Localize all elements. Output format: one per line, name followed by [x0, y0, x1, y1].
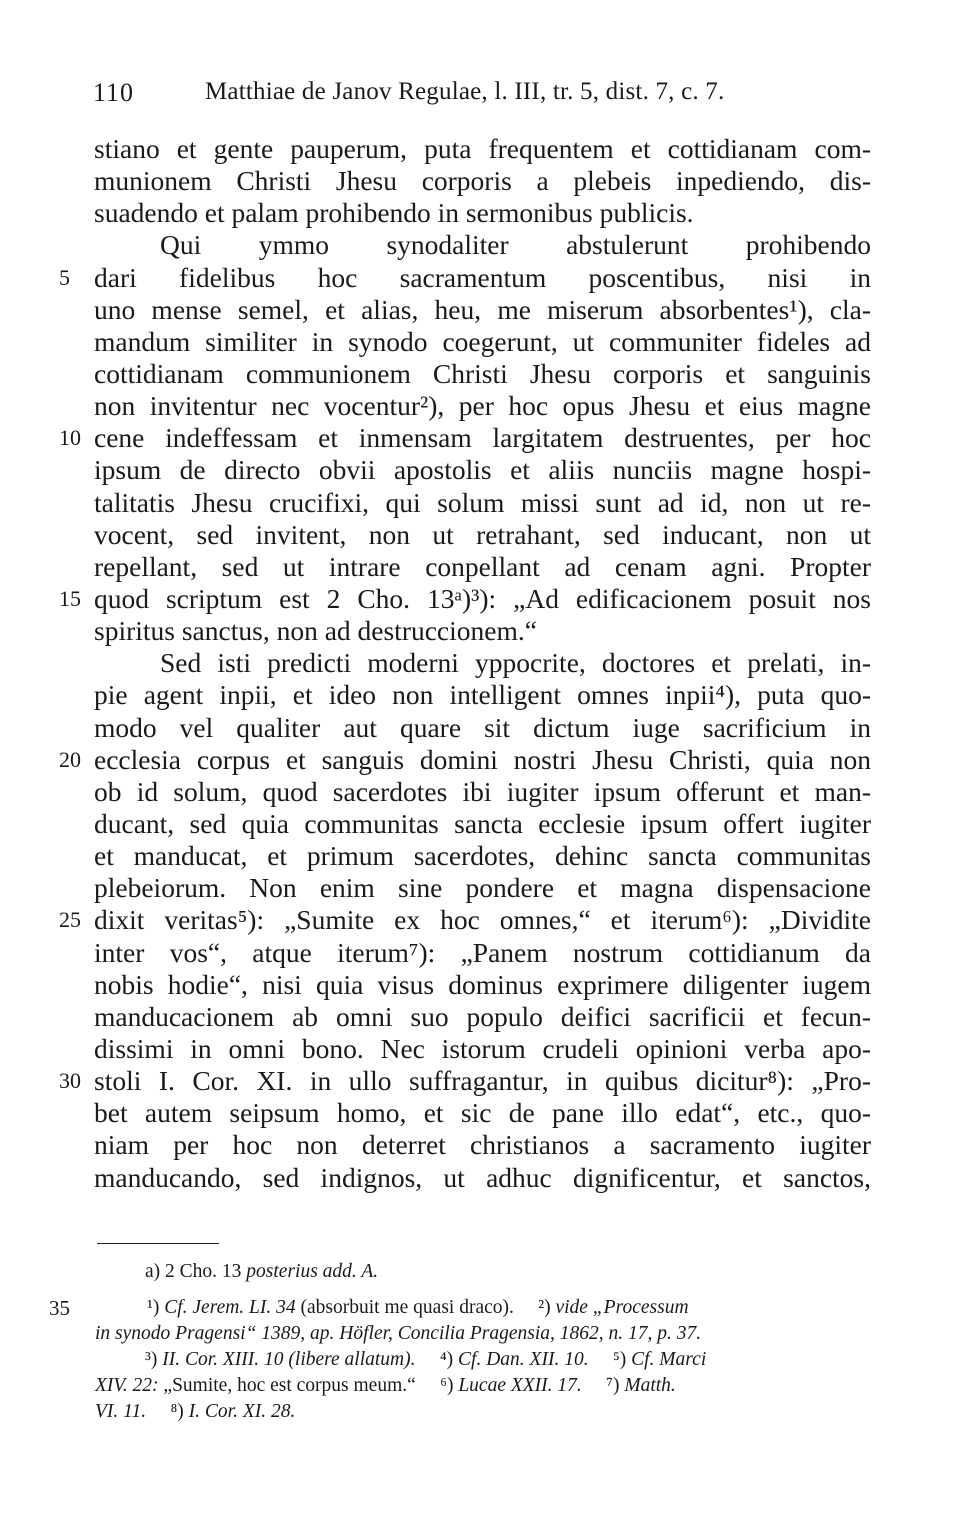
- footnotes: [49, 1259, 872, 1425]
- text-line: [59, 743, 871, 776]
- text-line: [94, 776, 871, 808]
- page-header: [93, 78, 873, 118]
- line-text: cene indeffessam et inmensam largitatem destruentes, per hoc: [94, 422, 871, 454]
- line-text: suadendo et palam prohibendo in sermonibus publicis.: [94, 197, 694, 229]
- text-line: [94, 937, 871, 969]
- footnote-text: Cf. Marci: [631, 1349, 707, 1370]
- footnote-text: vide „Processum: [555, 1297, 689, 1318]
- line-text: non invitentur nec vocentur²), per hoc opus Jhesu et eius magne: [94, 390, 871, 422]
- line-number: 35: [49, 1296, 70, 1320]
- line-text: niam per hoc non deterret christianos a sacramento iugiter: [94, 1129, 871, 1161]
- text-line: [94, 165, 871, 197]
- line-text: quod scriptum est 2 Cho. 13ᵃ)³): „Ad edificacionem posuit nos: [94, 582, 871, 614]
- text-line: [59, 422, 871, 454]
- text-line: [94, 872, 871, 904]
- text-line: [94, 229, 871, 261]
- line-text: dixit veritas⁵): „Sumite ex hoc omnes,“ et iterum⁶): „Dividite: [94, 904, 871, 936]
- line-text: repellant, sed ut intrare conpellant ad cenam agni. Propter: [94, 550, 871, 582]
- line-text: Qui ymmo synodaliter abstulerunt prohibendo: [160, 229, 871, 261]
- footnote-text: I. Cor. XI. 28.: [188, 1401, 296, 1422]
- footnote-text: Cf. Dan. XII. 10.: [458, 1349, 589, 1370]
- text-line: [94, 1162, 871, 1194]
- footnote-marker: ²): [538, 1297, 551, 1318]
- text-line: [94, 1129, 871, 1161]
- footnote-marker: a): [145, 1261, 161, 1282]
- running-title: Matthiae de Janov Regulae, l. III, tr. 5, dist. 7, c. 7.: [205, 78, 725, 105]
- text-line: [94, 679, 871, 711]
- line-text: et manducat, et primum sacerdotes, dehinc sancta communitas: [94, 840, 871, 872]
- footnote-text: VI. 11.: [95, 1401, 147, 1422]
- line-number: 5: [59, 264, 70, 290]
- text-line: [94, 551, 871, 583]
- footnote-text: XIV. 22:: [95, 1375, 159, 1396]
- line-text: pie agent inpii, et ideo non intelligent omnes inpii⁴), puta quo-: [94, 679, 871, 711]
- line-text: manducacionem ab omni suo populo deifici sacrificii et fecun-: [94, 1000, 871, 1032]
- body-text: [59, 133, 871, 1194]
- line-text: stoli I. Cor. XI. in ullo suffragantur, in quibus dicitur⁸): „Pro-: [94, 1065, 871, 1097]
- line-text: ducant, sed quia communitas sancta ecclesie ipsum offert iugiter: [94, 807, 871, 839]
- footnote-marker: ¹): [147, 1297, 160, 1318]
- text-line: [94, 294, 871, 326]
- footnote-line: [95, 1373, 872, 1399]
- line-text: mandum similiter in synodo coegerunt, ut communiter fideles ad: [94, 325, 871, 357]
- footnote-line: [49, 1295, 872, 1321]
- footnote-marker: ⁶): [440, 1375, 454, 1396]
- line-text: modo vel qualiter aut quare sit dictum iuge sacrificium in: [94, 711, 871, 743]
- line-text: inter vos“, atque iterum⁷): „Panem nostrum cottidianum da: [94, 936, 871, 968]
- text-line: [59, 904, 871, 936]
- footnote-text: Matth.: [624, 1375, 676, 1396]
- footnote-text: II. Cor. XIII. 10 (libere allatum).: [162, 1349, 416, 1370]
- text-line: [94, 969, 871, 1001]
- page-number: 110: [93, 78, 135, 107]
- line-text: dissimi in omni bono. Nec istorum crudeli opinioni verba apo-: [94, 1032, 871, 1064]
- line-text: ecclesia corpus et sanguis domini nostri Jhesu Christi, quia non: [94, 743, 871, 775]
- footnote-text: Cf. Jerem. LI. 34: [164, 1297, 296, 1318]
- line-text: plebeiorum. Non enim sine pondere et magna dispensacione: [94, 872, 871, 904]
- text-line: [94, 133, 871, 165]
- line-text: dari fidelibus hoc sacramentum poscentibus, nisi in: [94, 261, 871, 293]
- line-text: nobis hodie“, nisi quia visus dominus exprimere diligenter iugem: [94, 968, 871, 1000]
- footnote-marker: ⁷): [606, 1375, 620, 1396]
- text-line: [94, 808, 871, 840]
- line-number: 30: [59, 1068, 81, 1094]
- footnote-marker: ⁴): [439, 1349, 454, 1370]
- text-line: [94, 326, 871, 358]
- line-text: bet autem seipsum homo, et sic de pane illo edat“, etc., quo-: [94, 1097, 871, 1129]
- text-line: [94, 615, 871, 647]
- text-line: [94, 647, 871, 679]
- footnote-marker: ⁸): [170, 1401, 184, 1422]
- text-line: [94, 197, 871, 229]
- text-line: [94, 390, 871, 422]
- line-text: vocent, sed invitent, non ut retrahant, sed inducant, non ut: [94, 518, 871, 550]
- line-number: 10: [59, 425, 81, 451]
- text-line: [59, 261, 871, 294]
- footnote-a: [95, 1259, 872, 1285]
- text-line: [94, 1033, 871, 1065]
- text-line: [94, 358, 871, 390]
- text-line: [94, 454, 871, 486]
- footnote-marker: ⁵): [612, 1349, 627, 1370]
- line-text: Sed isti predicti moderni yppocrite, doctores et prelati, in-: [160, 647, 871, 679]
- line-text: talitatis Jhesu crucifixi, qui solum missi sunt ad id, non ut re-: [94, 486, 871, 518]
- text-line: [59, 1065, 871, 1097]
- footnote-text: posterius add. A.: [246, 1261, 379, 1282]
- line-text: manducando, sed indignos, ut adhuc dignificentur, et sanctos,: [94, 1161, 871, 1193]
- text-line: [94, 1001, 871, 1033]
- text-line: [94, 840, 871, 872]
- text-line: [94, 712, 871, 744]
- line-text: cottidianam communionem Christi Jhesu corporis et sanguinis: [94, 357, 871, 389]
- footnote-marker: ³): [145, 1349, 158, 1370]
- line-text: uno mense semel, et alias, heu, me miserum absorbentes¹), cla-: [94, 293, 871, 325]
- footnote-text: in synodo Pragensi“ 1389, ap. Höfler, Concilia Pragensia, 1862, n. 17, p. 37.: [95, 1323, 702, 1344]
- footnote-line: [95, 1347, 872, 1373]
- line-text: ob id solum, quod sacerdotes ibi iugiter ipsum offerunt et man-: [94, 775, 871, 807]
- footnote-rule: [97, 1243, 219, 1244]
- line-text: munionem Christi Jhesu corporis a plebeis inpediendo, dis-: [94, 165, 871, 197]
- footnote-text: (absorbuit me quasi draco).: [300, 1297, 514, 1318]
- line-text: stiano et gente pauperum, puta frequentem et cottidianam com-: [94, 133, 871, 164]
- line-text: spiritus sanctus, non ad destruccionem.“: [94, 615, 537, 647]
- text-line: [94, 487, 871, 519]
- footnote-text: Lucae XXII. 17.: [458, 1375, 582, 1396]
- line-number: 20: [59, 746, 81, 772]
- text-line: [94, 519, 871, 551]
- footnote-line: [95, 1399, 872, 1425]
- line-text: ipsum de directo obvii apostolis et aliis nunciis magne hospi-: [94, 454, 871, 486]
- footnote-line: [95, 1321, 872, 1347]
- footnote-text: „Sumite, hoc est corpus meum.“: [163, 1375, 416, 1396]
- footnote-text: 2 Cho. 13: [165, 1261, 242, 1282]
- text-line: [94, 1097, 871, 1129]
- text-line: [59, 582, 871, 615]
- line-number: 15: [59, 585, 81, 611]
- line-number: 25: [59, 907, 81, 933]
